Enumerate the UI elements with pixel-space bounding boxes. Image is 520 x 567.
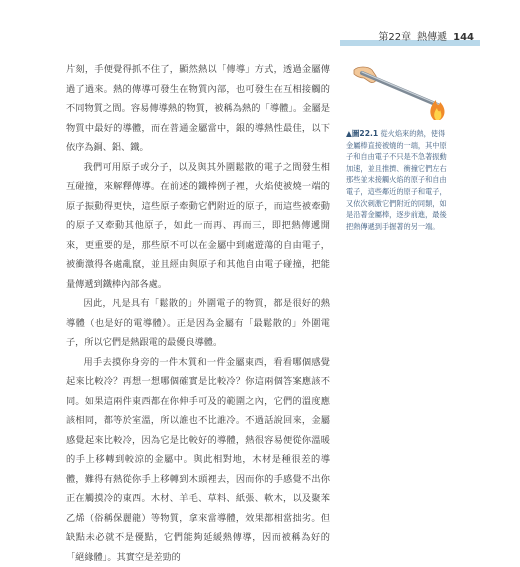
chapter-number: 第22章: [378, 28, 411, 43]
rod-highlight: [362, 72, 440, 105]
metal-rod: [362, 73, 440, 106]
caption-text: 從火焰來的熱，使得金屬棒直接被燒的一端，其中原子和自由電子不只是不急著振動加速，並且推擠、衝撞它們左右那些並未接觸火焰的原子和自由電子，這些鄰近的原子和電子，又依次刺激它們附近的同類，如是沿著金屬棒，逐步前進，最後把熱傳遞到手握著的另一端。: [346, 129, 447, 231]
paragraph-2: 我們可用原子或分子，以及與其外圍鬆散的電子之間發生相互碰撞，來解釋傳導。在前述的鐵棒例子裡，火焰使被燒一端的原子振動得更快，這些原子牽動它們附近的原子，而這些被牽動的原子又牽動其他原子，如此一而再、再而三，即把熱傳遞開來，更重要的是，那些原不可以在金屬中到處遊蕩的自由電子，被衝激得各處亂竄，並且經由與原子和其他自由電子碰撞，把能量傳遞到鐵棒內部各處。: [66, 158, 330, 295]
paragraph-1: 片刻，手便覺得抓不住了，顯然熱以「傳導」方式，透過金屬傳過了過來。熱的傳導可發生在物質內部，也可發生在互相接觸的不同物質之間。容易傳導熱的物質，被稱為熱的「導體」。金屬是物質中最好的導體，而在普通金屬當中，銀的導熱性最佳，以下依序為銅、鋁、鐵。: [66, 60, 330, 158]
page-header: [340, 26, 480, 46]
body-text: [66, 60, 330, 567]
page-number: 144: [453, 32, 474, 43]
figure-label: ▲圖22.1: [346, 129, 378, 138]
header-text: [378, 28, 474, 43]
paragraph-4: 用手去摸你身旁的一件木質和一件金屬東西，看看哪個感覺起來比較冷？再想一想哪個確實是比較冷？你這兩個答案應該不同。如果這兩件東西都在你伸手可及的範圍之內，它們的溫度應該相同，都等於室溫，所以誰也不比誰冷。不過話說回來，金屬感覺起來比較冷，因為它是比較好的導體，熱很容易便從你溫暖的手上移轉到較涼的金屬中。與此相對地，木材是種很差的導體，難得有熱從你手上移轉到木頭裡去，因而你的手感覺不出你正在觸摸冷的東西。木材、羊毛、草料、紙張、軟木，以及聚苯乙烯（俗稱保麗龍）等物質，拿來當導體，效果都相當拙劣。但缺點未必就不是優點，它們能夠延緩熱傳導，因而被稱為好的「絕緣體」。其實空是差勁的: [66, 353, 330, 567]
heat-conduction-illustration: [348, 60, 452, 122]
chapter-title: 熱傳遞: [417, 28, 447, 43]
figure-caption: [346, 128, 450, 232]
paragraph-3: 因此，凡是具有「鬆散的」外圍電子的物質，都是很好的熱導體（也是好的電導體）。正是因為金屬有「最鬆散的」外圍電子，所以它們是熱跟電的最優良導體。: [66, 294, 330, 353]
